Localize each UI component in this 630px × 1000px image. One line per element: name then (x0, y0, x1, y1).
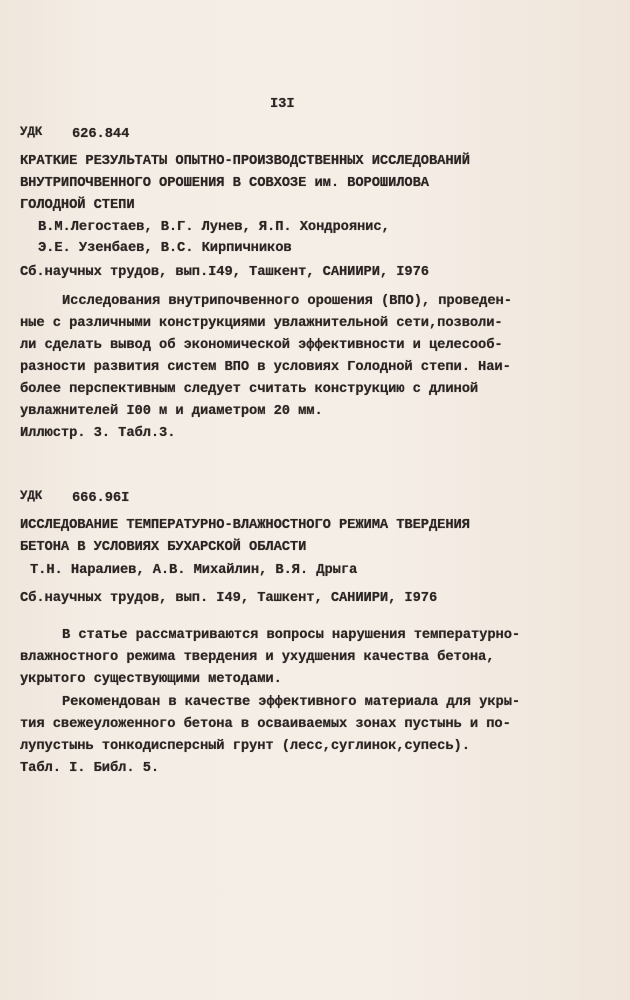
udk-number: 666.96I (72, 491, 130, 506)
abstract-line: Рекомендован в качестве эффективного материала для укры- (62, 695, 521, 710)
authors-line: Э.Е. Узенбаев, В.С. Кирпичников (38, 241, 292, 256)
source-citation: Сб.научных трудов, вып. I49, Ташкент, САНИИРИ, I976 (20, 591, 438, 606)
abstract-line: В статье рассматриваются вопросы нарушения температурно- (62, 628, 521, 643)
abstract-line: Исследования внутрипочвенного орошения (ВПО), проведен- (62, 294, 512, 309)
source-citation: Сб.научных трудов, вып.I49, Ташкент, САНИИРИ, I976 (20, 265, 429, 280)
abstract-line: укрытого существующими методами. (20, 672, 282, 687)
abstract-line: влажностного режима твердения и ухудшения качества бетона, (20, 650, 495, 665)
abstract-line: лупустынь тонкодисперсный грунт (лесс,суглинок,супесь). (20, 739, 470, 754)
title-line: ГОЛОДНОЙ СТЕПИ (20, 198, 135, 213)
tables-bibliography-note: Табл. I. Библ. 5. (20, 761, 160, 776)
title-line: ВНУТРИПОЧВЕННОГО ОРОШЕНИЯ В СОВХОЗЕ им. ВОРОШИЛОВА (20, 176, 429, 191)
udk-label: УДК (20, 125, 43, 139)
abstract-line: разности развития систем ВПО в условиях Голодной степи. Наи- (20, 360, 511, 375)
abstract-line: более перспективным следует считать конструкцию с длиной (20, 382, 479, 397)
abstract-line: увлажнителей I00 м и диаметром 20 мм. (20, 404, 323, 419)
authors-line: В.М.Легостаев, В.Г. Лунев, Я.П. Хондроянис, (38, 220, 390, 235)
page-number: I3I (270, 97, 295, 112)
illustrations-tables-note: Иллюстр. 3. Табл.3. (20, 426, 176, 441)
udk-label: УДК (20, 489, 43, 503)
abstract-line: ные с различными конструкциями увлажнительной сети,позволи- (20, 316, 503, 331)
authors-line: Т.Н. Наралиев, А.В. Михайлин, В.Я. Дрыга (30, 563, 358, 578)
title-line: КРАТКИЕ РЕЗУЛЬТАТЫ ОПЫТНО-ПРОИЗВОДСТВЕННЫХ ИССЛЕДОВАНИЙ (20, 154, 470, 169)
abstract-line: тия свежеуложенного бетона в осваиваемых зонах пустынь и по- (20, 717, 511, 732)
title-line: БЕТОНА В УСЛОВИЯХ БУХАРСКОЙ ОБЛАСТИ (20, 540, 307, 555)
udk-number: 626.844 (72, 127, 130, 142)
abstract-line: ли сделать вывод об экономической эффективности и целесооб- (20, 338, 503, 353)
title-line: ИССЛЕДОВАНИЕ ТЕМПЕРАТУРНО-ВЛАЖНОСТНОГО РЕЖИМА ТВЕРДЕНИЯ (20, 518, 470, 533)
